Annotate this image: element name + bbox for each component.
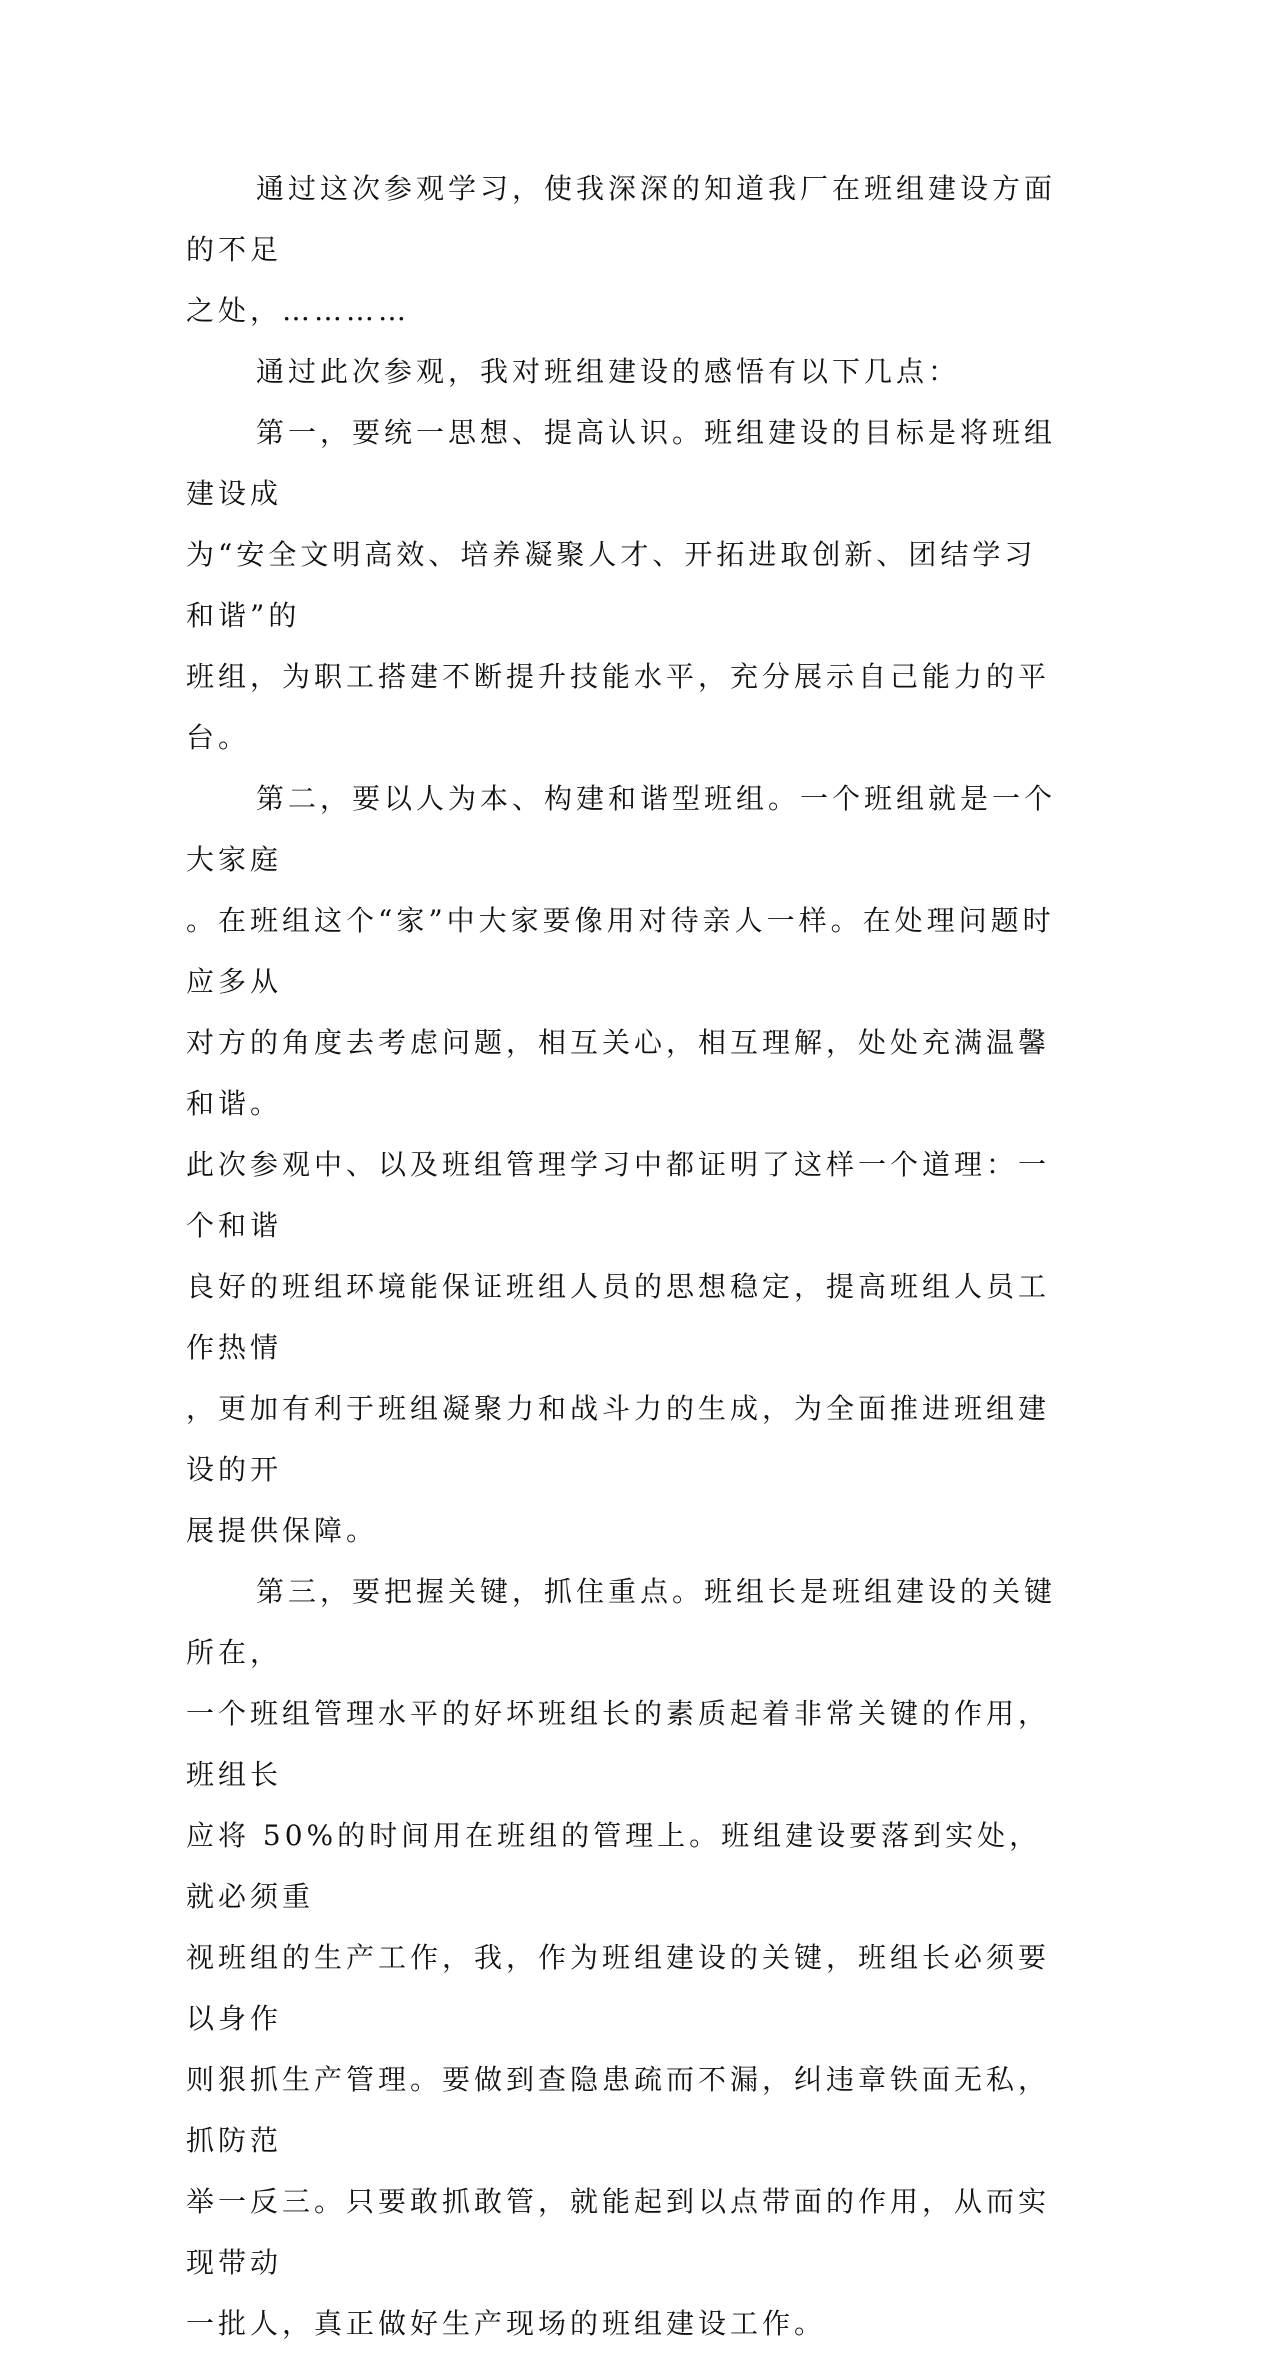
paragraph-line: 一个班组管理水平的好坏班组长的素质起着非常关键的作用，班组长	[186, 1697, 1051, 1791]
paragraph-line: 则狠抓生产管理。要做到查隐患疏而不漏，纠违章铁面无私，抓防范	[186, 2063, 1051, 2157]
paragraph-line: 对方的角度去考虑问题，相互关心，相互理解，处处充满温馨和谐。	[186, 1026, 1051, 1120]
paragraph-5	[186, 1561, 1066, 2354]
paragraph-line: 。在班组这个“家”中大家要像用对待亲人一样。在处理问题时应多从	[186, 904, 1055, 998]
paragraph-2	[186, 341, 1066, 402]
paragraph-line: 之处，…………	[186, 294, 411, 327]
paragraph-line: 视班组的生产工作，我，作为班组建设的关键，班组长必须要以身作	[186, 1941, 1051, 2035]
paragraph-4	[186, 768, 1066, 1561]
document-body	[186, 158, 1066, 2354]
paragraph-line: 班组，为职工搭建不断提升技能水平，充分展示自己能力的平台。	[186, 660, 1051, 754]
paragraph-line: 通过此次参观，我对班组建设的感悟有以下几点：	[256, 355, 961, 388]
paragraph-line: 举一反三。只要敢抓敢管，就能起到以点带面的作用，从而实现带动	[186, 2185, 1051, 2279]
paragraph-line: 通过这次参观学习，使我深深的知道我厂在班组建设方面的不足	[186, 172, 1057, 266]
paragraph-line: 第三，要把握关键，抓住重点。班组长是班组建设的关键所在，	[186, 1575, 1057, 1669]
paragraph-line: 良好的班组环境能保证班组人员的思想稳定，提高班组人员工作热情	[186, 1270, 1051, 1364]
paragraph-line: 此次参观中、以及班组管理学习中都证明了这样一个道理：一个和谐	[186, 1148, 1051, 1242]
paragraph-line: 应将 50%的时间用在班组的管理上。班组建设要落到实处，就必须重	[186, 1819, 1042, 1913]
paragraph-line: 展提供保障。	[186, 1514, 379, 1547]
paragraph-line: 为“安全文明高效、培养凝聚人才、开拓进取创新、团结学习和谐”的	[186, 538, 1037, 632]
paragraph-line: 第一，要统一思想、提高认识。班组建设的目标是将班组建设成	[186, 416, 1057, 510]
paragraph-line: 一批人，真正做好生产现场的班组建设工作。	[186, 2307, 827, 2340]
paragraph-1	[186, 158, 1066, 341]
paragraph-line: ，更加有利于班组凝聚力和战斗力的生成，为全面推进班组建设的开	[186, 1392, 1051, 1486]
paragraph-3	[186, 402, 1066, 768]
paragraph-line: 第二，要以人为本、构建和谐型班组。一个班组就是一个大家庭	[186, 782, 1057, 876]
